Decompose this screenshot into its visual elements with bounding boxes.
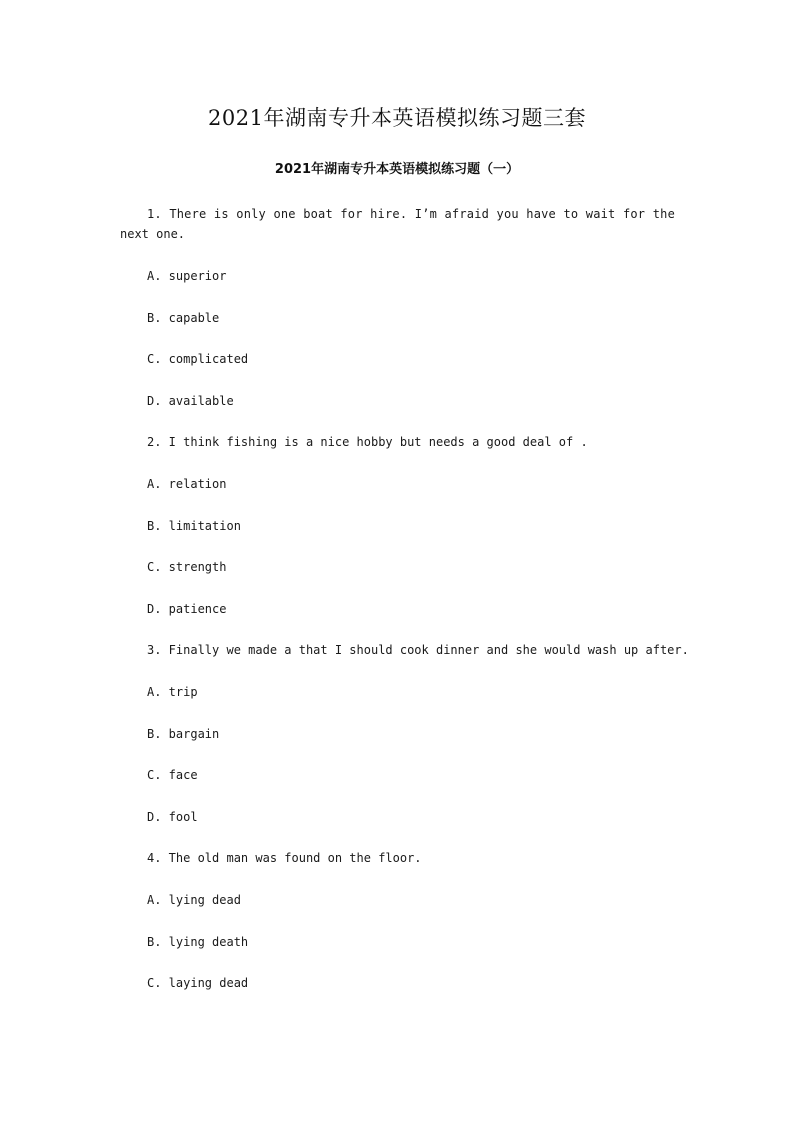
question-1-option-c: C. complicated: [147, 352, 249, 366]
question-1-option-b: B. capable: [147, 311, 220, 325]
question-3-option-c: C. face: [147, 768, 198, 782]
question-4-option-a: A. lying dead: [147, 893, 241, 907]
question-2-stem: 2. I think fishing is a nice hobby but needs a good deal of .: [147, 435, 588, 449]
question-3-option-d: D. fool: [147, 810, 198, 824]
question-2-option-a: A. relation: [147, 477, 227, 491]
section-subtitle: 2021年湖南专升本英语模拟练习题（一）: [274, 162, 520, 177]
question-4-option-c: C. laying dead: [147, 976, 249, 990]
document-title: 2021年湖南专升本英语模拟练习题三套: [208, 106, 586, 130]
question-2-option-c: C. strength: [147, 560, 227, 574]
question-2-option-b: B. limitation: [147, 519, 241, 533]
question-1-stem: 1. There is only one boat for hire. I’m afraid you have to wait for the: [147, 207, 675, 221]
question-3-option-b: B. bargain: [147, 727, 220, 741]
question-4-stem: 4. The old man was found on the floor.: [147, 851, 422, 865]
question-2-option-d: D. patience: [147, 602, 227, 616]
question-3-stem: 3. Finally we made a that I should cook dinner and she would wash up after.: [147, 643, 689, 657]
question-1-stem-continued: next one.: [120, 227, 186, 241]
question-3-option-a: A. trip: [147, 685, 198, 699]
question-1-option-a: A. superior: [147, 269, 227, 283]
question-4-option-b: B. lying death: [147, 935, 249, 949]
question-1-option-d: D. available: [147, 394, 234, 408]
